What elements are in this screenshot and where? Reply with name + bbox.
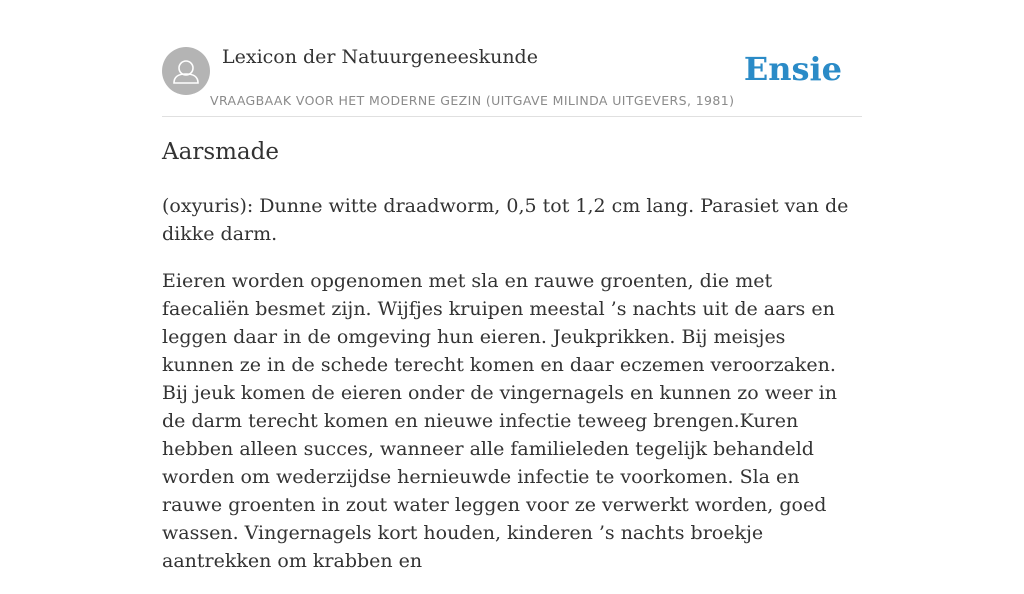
paragraph-description: Eieren worden opgenomen met sla en rauwe groenten, die met faecaliën besmet zijn. Wijfjes kruipen meestal ’s nachts uit de aars en leggen daar in de omgeving hun eieren. Jeukprikken. Bij meisjes kunnen ze in de schede terecht komen en daar eczemen veroorzaken. Bij jeuk komen de eieren onder de vingernagels en kunnen zo weer in de darm terecht komen en nieuwe infectie teweeg brengen.Kuren hebben alleen succes, wanneer alle familieleden tegelijk behandeld worden om wederzijdse hernieuwde infectie te voorkomen. Sla en rauwe groenten in zout water leggen voor ze verwerkt worden, goed wassen. Vingernagels kort houden, kinderen ’s nachts broekje aantrekken om krabben en [162, 270, 837, 572]
ensie-logo[interactable]: Ensie [743, 50, 842, 88]
page-title: Aarsmade [162, 139, 279, 165]
article-body [162, 192, 862, 594]
article-header [162, 46, 862, 117]
paragraph-definition: (oxyuris): Dunne witte draadworm, 0,5 tot 1,2 cm lang. Parasiet van de dikke darm. [162, 195, 849, 245]
user-icon [162, 47, 210, 95]
source-line[interactable]: VRAAGBAAK VOOR HET MODERNE GEZIN (UITGAVE MILINDA UITGEVERS, 1981) [210, 93, 735, 108]
author-avatar[interactable] [162, 47, 210, 95]
author-name[interactable]: Lexicon der Natuurgeneeskunde [222, 46, 538, 68]
